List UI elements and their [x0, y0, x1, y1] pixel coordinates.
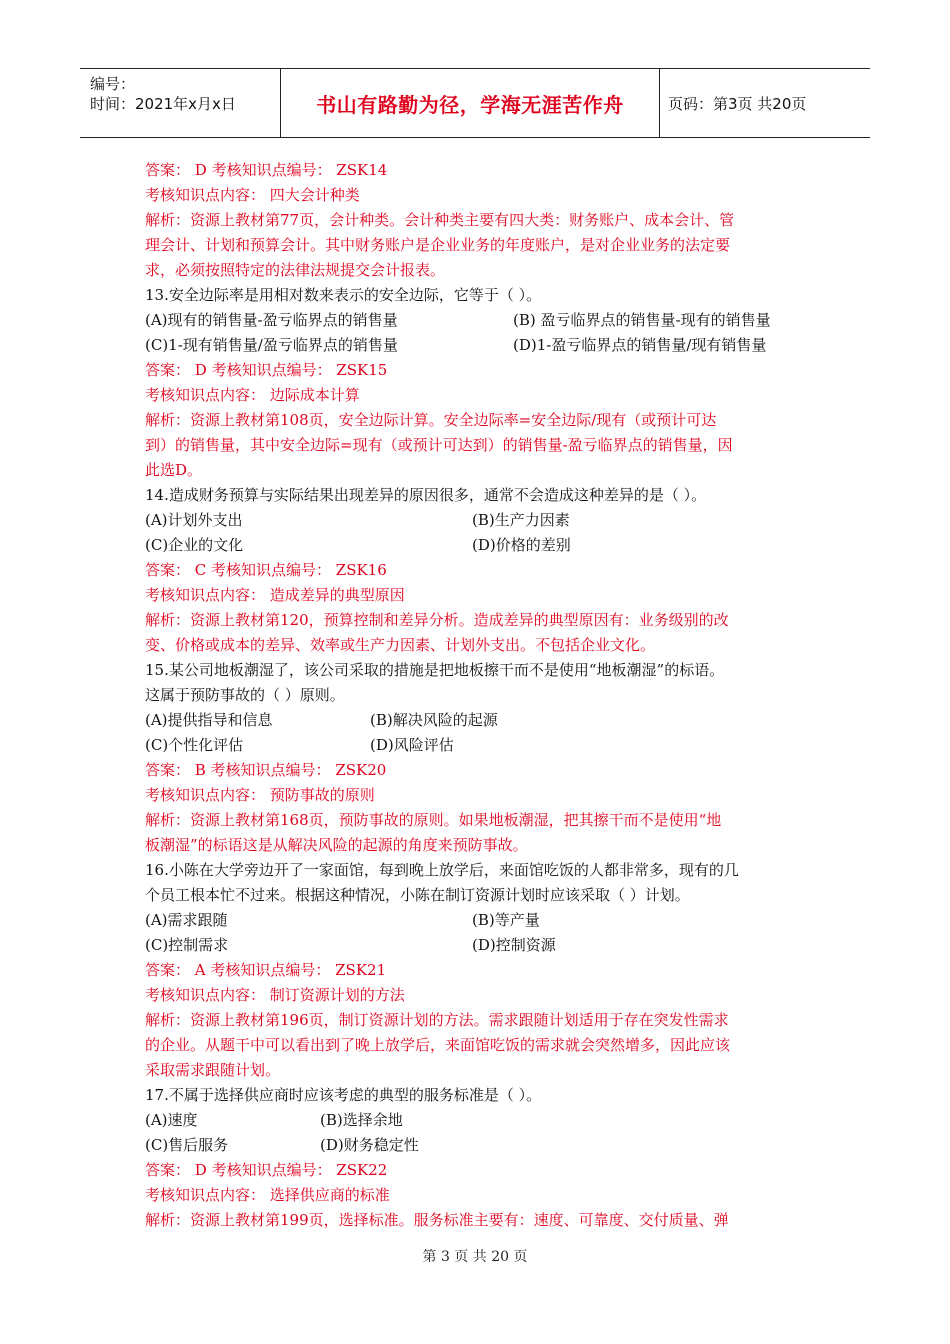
page-header	[80, 68, 870, 138]
option-left: (A)需求跟随	[145, 911, 228, 929]
option-left: (A)提供指导和信息	[145, 711, 273, 729]
question-line: 16.小陈在大学旁边开了一家面馆，每到晚上放学后，来面馆吃饭的人都非常多，现有的几	[145, 861, 739, 879]
option-left: (A)速度	[145, 1111, 198, 1129]
option-left: (C)控制需求	[145, 936, 229, 954]
option-left: (C)售后服务	[145, 1136, 229, 1154]
option-right: (D)风险评估	[370, 736, 454, 754]
question-line: 这属于预防事故的（ ）原则。	[145, 686, 345, 704]
answer-line: 解析：资源上教材第108页，安全边际计算。安全边际率=安全边际/现有（或预计可达	[145, 411, 717, 429]
header-motto: 书山有路勤为径，学海无涯苦作舟	[316, 92, 624, 117]
option-row	[145, 333, 810, 358]
option-right: (B)解决风险的起源	[370, 711, 498, 729]
option-row	[145, 1108, 810, 1133]
answer-line: 答案： B 考核知识点编号： ZSK20	[145, 761, 387, 779]
answer-line: 考核知识点内容： 四大会计种类	[145, 186, 360, 204]
answer-line: 解析：资源上教材第196页，制订资源计划的方法。需求跟随计划适用于存在突发性需求	[145, 1011, 729, 1029]
header-date-label: 时间：2021年x月x日	[90, 95, 236, 113]
answer-line: 考核知识点内容： 制订资源计划的方法	[145, 986, 405, 1004]
answer-line: 此选D。	[145, 461, 203, 479]
option-row	[145, 533, 810, 558]
header-meta	[80, 69, 281, 137]
option-row	[145, 1133, 810, 1158]
answer-line: 答案： D 考核知识点编号： ZSK22	[145, 1161, 388, 1179]
answer-line: 答案： D 考核知识点编号： ZSK15	[145, 361, 388, 379]
question-line: 14.造成财务预算与实际结果出现差异的原因很多，通常不会造成这种差异的是（ ）。	[145, 486, 707, 504]
answer-line: 考核知识点内容： 造成差异的典型原因	[145, 586, 405, 604]
option-right: (D)价格的差别	[472, 536, 571, 554]
question-line: 个员工根本忙不过来。根据这种情况，小陈在制订资源计划时应该采取（ ）计划。	[145, 886, 690, 904]
option-right: (B) 盈亏临界点的销售量-现有的销售量	[513, 311, 771, 329]
option-row	[145, 708, 810, 733]
option-left: (A)计划外支出	[145, 511, 243, 529]
option-right: (D)财务稳定性	[320, 1136, 419, 1154]
answer-line: 考核知识点内容： 选择供应商的标准	[145, 1186, 390, 1204]
option-row	[145, 308, 810, 333]
answer-line: 解析：资源上教材第120，预算控制和差异分析。造成差异的典型原因有：业务级别的改	[145, 611, 729, 629]
answer-line: 的企业。从题干中可以看出到了晚上放学后，来面馆吃饭的需求就会突然增多，因此应该	[145, 1036, 731, 1054]
option-right: (D)1-盈亏临界点的销售量/现有销售量	[513, 336, 767, 354]
option-left: (C)个性化评估	[145, 736, 244, 754]
answer-line: 求，必须按照特定的法律法规提交会计报表。	[145, 261, 446, 279]
option-left: (C)企业的文化	[145, 536, 244, 554]
answer-line: 变、价格或成本的差异、效率或生产力因素、计划外支出。不包括企业文化。	[145, 636, 656, 654]
option-right: (B)等产量	[472, 911, 540, 929]
option-row	[145, 933, 810, 958]
option-row	[145, 908, 810, 933]
answer-line: 解析：资源上教材第199页，选择标准。服务标准主要有：速度、可靠度、交付质量、弹	[145, 1211, 729, 1229]
answer-line: 解析：资源上教材第77页，会计种类。会计种类主要有四大类：财务账户、成本会计、管	[145, 211, 735, 229]
header-page-cell	[660, 69, 870, 137]
answer-line: 到）的销售量，其中安全边际=现有（或预计可达到）的销售量-盈亏临界点的销售量，因	[145, 436, 733, 454]
answer-line: 答案： D 考核知识点编号： ZSK14	[145, 161, 388, 179]
answer-line: 考核知识点内容： 边际成本计算	[145, 386, 360, 404]
option-left: (A)现有的销售量-盈亏临界点的销售量	[145, 311, 398, 329]
option-left: (C)1-现有销售量/盈亏临界点的销售量	[145, 336, 398, 354]
answer-line: 考核知识点内容： 预防事故的原则	[145, 786, 375, 804]
document-body	[145, 158, 810, 1233]
question-line: 15.某公司地板潮湿了，该公司采取的措施是把地板擦干而不是使用“地板潮湿”的标语。	[145, 661, 725, 679]
question-line: 13.安全边际率是用相对数来表示的安全边际，它等于（ ）。	[145, 286, 542, 304]
answer-line: 理会计、计划和预算会计。其中财务账户是企业业务的年度账户，是对企业业务的法定要	[145, 236, 731, 254]
option-right: (D)控制资源	[472, 936, 556, 954]
page-footer: 第 3 页 共 20 页	[422, 1249, 528, 1265]
option-right: (B)选择余地	[320, 1111, 403, 1129]
option-row	[145, 508, 810, 533]
answer-line: 解析：资源上教材第168页，预防事故的原则。如果地板潮湿，把其擦干而不是使用“地	[145, 811, 722, 829]
answer-line: 板潮湿”的标语这是从解决风险的起源的角度来预防事故。	[145, 836, 528, 854]
answer-line: 采取需求跟随计划。	[145, 1061, 281, 1079]
option-row	[145, 733, 810, 758]
header-page-info: 页码：第3页 共20页	[668, 94, 807, 113]
option-right: (B)生产力因素	[472, 511, 570, 529]
answer-line: 答案： A 考核知识点编号： ZSK21	[145, 961, 387, 979]
question-line: 17.不属于选择供应商时应该考虑的典型的服务标准是（ ）。	[145, 1086, 542, 1104]
header-number-label: 编号：	[90, 75, 136, 93]
answer-line: 答案： C 考核知识点编号： ZSK16	[145, 561, 387, 579]
header-motto-cell	[281, 69, 660, 137]
